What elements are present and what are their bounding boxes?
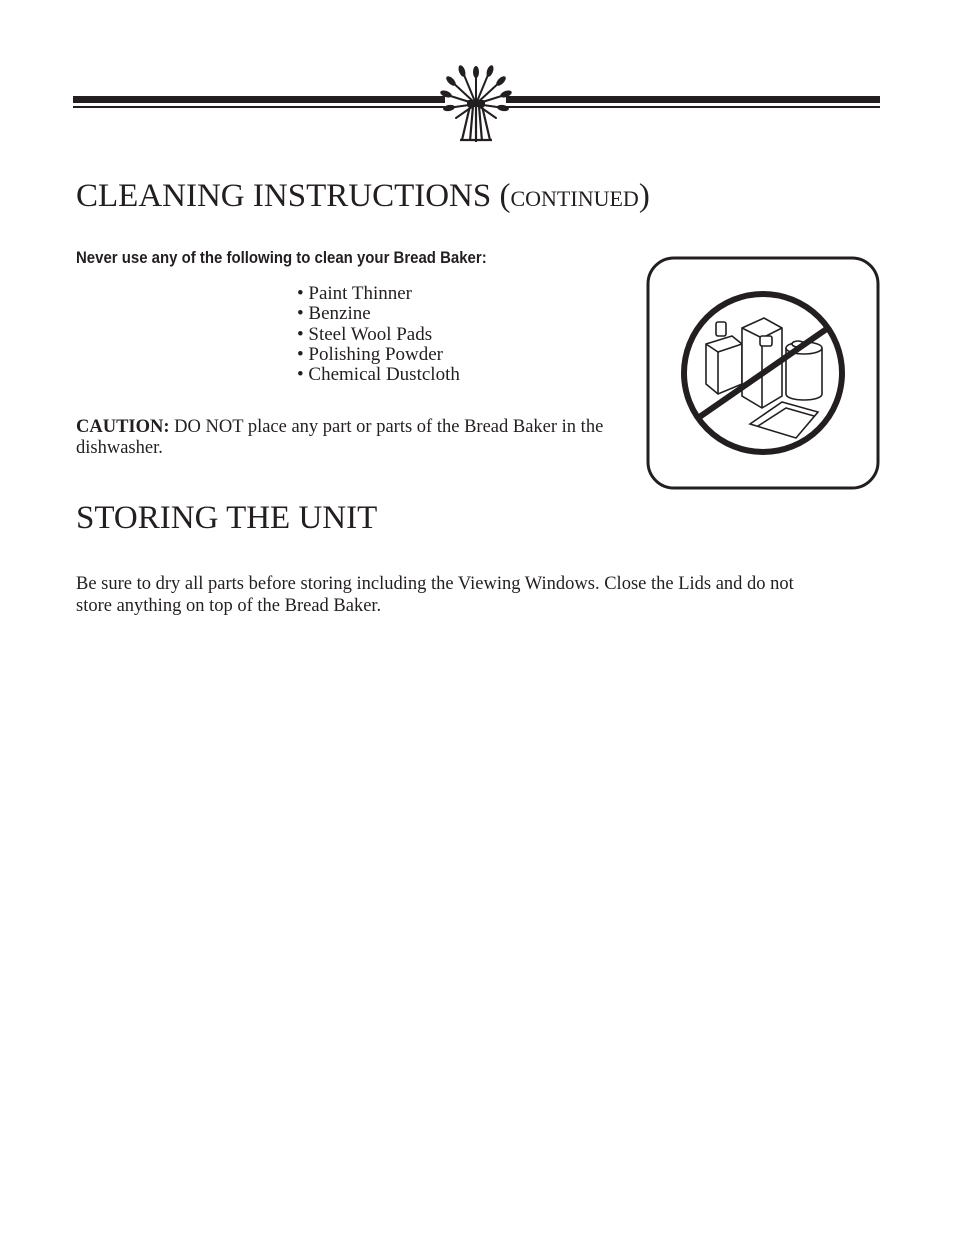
list-item: • Polishing Powder: [297, 343, 443, 365]
list-item: • Chemical Dustcloth: [297, 364, 460, 386]
caution-text: DO NOT place any part or parts of the Bread Baker in the dishwasher.: [76, 417, 604, 458]
never-use-list: [297, 284, 460, 385]
list-item: • Steel Wool Pads: [297, 323, 433, 345]
storing-paragraph: Be sure to dry all parts before storing including the Viewing Windows. Close the Lids and do not store anything on top of the Bread Baker.: [76, 574, 794, 616]
wheat-sheaf-icon: [440, 64, 512, 144]
caution-paragraph: [76, 417, 636, 459]
page-title-cleaning: [76, 178, 650, 215]
title-continued: CONTINUED: [510, 186, 639, 211]
list-item: • Benzine: [297, 303, 371, 325]
header-rule-left: [73, 96, 445, 110]
header-rule-right: [506, 96, 880, 110]
list-item: • Paint Thinner: [297, 283, 413, 304]
section-title-storing: STORING THE UNIT: [76, 500, 378, 536]
title-main: CLEANING INSTRUCTIONS (: [76, 178, 511, 214]
caution-label: CAUTION:: [76, 417, 170, 437]
never-use-heading: Never use any of the following to clean your Bread Baker:: [76, 248, 487, 267]
no-chemicals-icon: [646, 256, 880, 490]
title-close: ): [638, 178, 650, 214]
